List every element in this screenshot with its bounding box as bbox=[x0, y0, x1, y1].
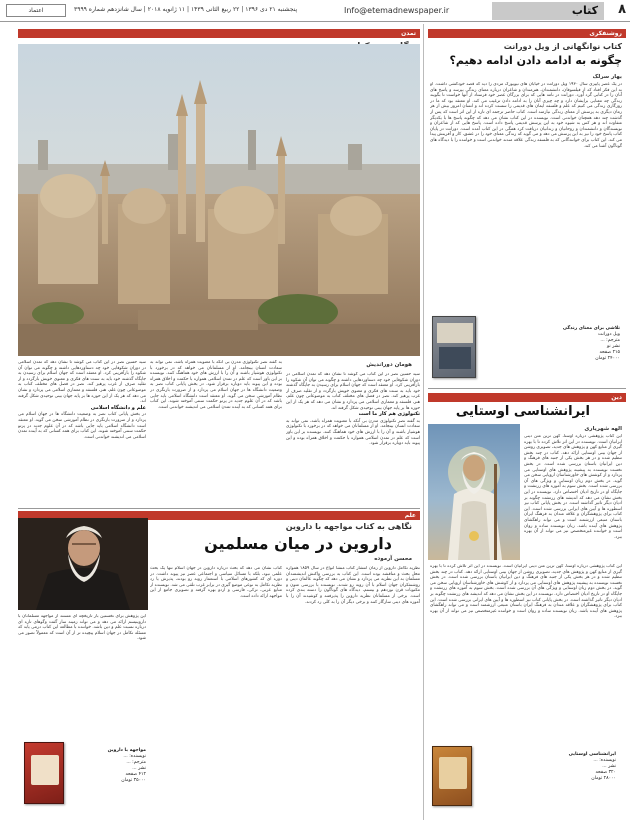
book-price: ۲۴۰۰۰ تومان bbox=[595, 356, 620, 361]
right-kicker: کتاب نوانگهانی از ویل دورانت bbox=[503, 42, 622, 51]
email-link[interactable]: Info@etemadnewspaper.ir bbox=[344, 6, 450, 15]
zoroaster-painting bbox=[428, 424, 520, 560]
section-divider bbox=[18, 508, 420, 509]
book-pages: ۲۱۵ صفحه bbox=[599, 350, 620, 355]
book-caption-iran bbox=[476, 752, 616, 782]
top-byline: هومان دوراندیش bbox=[366, 362, 412, 368]
book-publisher: نشر ... bbox=[132, 766, 146, 771]
book-caption-meaning bbox=[480, 326, 620, 362]
top-subhead-tech: تکنولوژی هم کار ما است bbox=[358, 411, 420, 418]
bottom-body-c: این پژوهش برای نخستین بار تاریخچه ای مستند از مواجهه مسلمانان با داروینیسم ارائه می دهد و می تواند زمینه ساز گفت وگوهای تازه ای درباره نسبت علم و دین باشد. خواننده با مطالعه این کتاب درمی یابد که مسئله تکامل در جهان اسلام پیچیده تر از آن است که معمولاً تصور می شود. bbox=[18, 614, 146, 642]
book-caption-darwin bbox=[68, 748, 146, 784]
iran-tag: دین bbox=[428, 393, 626, 402]
top-body-a: سید حسین نصر در این کتاب می کوشد تا نشان دهد که تمدن اسلامی در دوران شکوفایی خود چه دستاوردهایی داشته و چگونه می توان آن شکوه را بازآفرینی کرد. او معتقد است که جهان اسلام برای رسیدن به جایگاه گذشته خود باید به سنت های فکری و معنوی خویش بازگردد و از تقلید صرف از غرب پرهیز کند. نصر در فصل های مختلف کتاب به موضوعاتی چون علم، هنر، فلسفه و معماری اسلامی می پردازد و نشان می دهد که هر یک از این حوزه ها بر پایه جهان بینی توحیدی شکل گرفته اند. bbox=[286, 372, 420, 411]
right-headline: چگونه به ادامه دادن ادامه دهیم؟ bbox=[449, 54, 622, 67]
bottom-byline: محسن آرموده bbox=[374, 556, 412, 562]
iran-body: این کتاب پژوهشی درباره اوستا، کهن ترین متن دینی ایرانیان است. نویسنده در این اثر تلاش کرده تا با بهره گیری از منابع کهن و پژوهش های جدید، تصویری روشن از جهان بینی اوستایی ارائه دهد. کتاب در چند بخش تنظیم شده و در هر بخش یکی از جنبه های فرهنگ و دین ایرانیان باستان بررسی شده است. در بخش نخست نویسنده به پیشینه پژوهش های اوستایی می پردازد و از کوشش های خاورشناسان اروپایی سخن می گوید. در بخش دوم زبان اوستایی و ویژگی های آن بررسی شده است. بخش سوم به آموزه های زرتشت و جایگاه او در تاریخ ادیان اختصاص دارد. نویسنده در این بخش نشان می دهد که اندیشه های زرتشت چگونه بر ادیان دیگر تاثیر گذاشته است. در بخش پایانی کتاب نیز اسطوره ها و آیین های ایرانی بررسی شده است. این کتاب برای پژوهشگران و علاقه مندان به فرهنگ ایران باستان منبعی ارزشمند است و می تواند راهگشای پژوهش های آینده باشد. زبان نویسنده ساده و روان است و خواننده غیرمتخصص نیز می تواند از آن بهره ببرد. bbox=[524, 434, 622, 540]
top-body-b: به گفته نصر تکنولوژی مدرن بی آنکه با معنویت همراه باشد، نمی تواند به سعادت انسان بینجامد. او از مسلمانان می خواهد که در برخورد با تکنولوژی هوشیار باشند و آن را با ارزش های خود هماهنگ کنند. نویسنده بر این باور است که علم در تمدن اسلامی همواره با حکمت و اخلاق همراه بوده و این پیوند باید دوباره برقرار شود. bbox=[286, 418, 420, 447]
right-body: در یک عصر پاییزی سال ۱۹۳۰ ویل دورانت در خیابان های نیویورک مردی را دید که قصد خودکشی داشت. او به این فکر افتاد که از فیلسوفان، دانشمندان، هنرمندان و شاعران درباره معنای زندگی بپرسد و پاسخ های آنان را در کتابی گرد آورد. دورانت در نامه هایی که برای بزرگان عصر خود فرستاد از آنها خواست تا بگویند زندگی چه معنایی برایشان دارد و چه چیزی آنان را به ادامه دادن ترغیب می کند. او معتقد بود که ما در روزگاری زندگی می کنیم که علم و فلسفه ایمان های قدیمی را سست کرده اند و انسان امروز بیش از هر زمان دیگری به پرسش از معنای زندگی نیازمند است. کتاب حاضر ترجمه ای تازه از این اثر است که پس از گذشت چند دهه همچنان خواندنی است. نویسنده در این کتاب نشان می دهد که چگونه پاسخ ها با یکدیگر متفاوت اند و هر کس به شیوه خود به این پرسش قدیمی پاسخ داده است. پاسخ هایی که از شاعران و نویسندگان و دانشمندان و روحانیان و زندانیان دریافت کرد همگی در این کتاب آمده است. دورانت در پایان کتاب پاسخ خود را نیز به این پرسش می دهد و می گوید که زندگی معنای خود را در عشق، کار و آفرینش پیدا می کند. این کتاب برای خوانندگانی که به فلسفه زندگی علاقه مندند خواندنی است و خواننده را با دیدگاه های گوناگون آشنا می کند. bbox=[430, 82, 622, 149]
bottom-body-middle: کتاب نشان می دهد که بحث درباره داروین در جهان اسلام تنها یک بحث علمی نبود، بلکه با مسائل سیاسی و اجتماعی عصر نیز پیوند داشت. در دوره ای که کشورهای اسلامی با استعمار روبه رو بودند، پذیرش یا رد نظریه تکامل به نوعی موضع گیری در برابر غرب تلقی می شد. نویسنده از منابع عربی، ترکی، فارسی و اردو بهره گرفته و تصویری جامع از این مواجهه ارائه داده است. bbox=[150, 566, 282, 599]
right-byline: بهار سرلک bbox=[592, 74, 622, 80]
date-line: پنجشنبه ۲۱ دی ۱۳۹۶ | ۲۲ ربیع الثانی ۱۴۳۹ | ۱۱ ژانویه ۲۰۱۸ | سال شانزدهم شماره ۳۹۹۹ bbox=[74, 6, 298, 13]
iran-body-continued: این کتاب پژوهشی درباره اوستا، کهن ترین متن دینی ایرانیان است. نویسنده در این اثر تلاش کرده تا با بهره گیری از منابع کهن و پژوهش های جدید، تصویری روشن از جهان بینی اوستایی ارائه دهد. کتاب در چند بخش تنظیم شده و در هر بخش یکی از جنبه های فرهنگ و دین ایرانیان باستان بررسی شده است. در بخش نخست نویسنده به پیشینه پژوهش های اوستایی می پردازد و از کوشش های خاورشناسان اروپایی سخن می گوید. در بخش دوم زبان اوستایی و ویژگی های آن بررسی شده است. بخش سوم به آموزه های زرتشت و جایگاه او در تاریخ ادیان اختصاص دارد. نویسنده در این بخش نشان می دهد که اندیشه های زرتشت چگونه بر ادیان دیگر تاثیر گذاشته است. در بخش پایانی کتاب نیز اسطوره ها و آیین های ایرانی بررسی شده است. این کتاب برای پژوهشگران و علاقه مندان به فرهنگ ایران باستان منبعی ارزشمند است و می تواند راهگشای پژوهش های آینده باشد. زبان نویسنده ساده و روان است و خواننده غیرمتخصص نیز می تواند از آن بهره ببرد. bbox=[430, 564, 622, 620]
book-author: نویسنده: ... bbox=[593, 758, 616, 763]
book-author: ویل دورانت bbox=[598, 332, 620, 337]
top-body-col3 bbox=[18, 360, 146, 504]
iran-byline: الهه شهریاری bbox=[584, 426, 622, 432]
book-price: ۳۵۰۰۰ تومان bbox=[121, 778, 146, 783]
book-translator: مترجم: ... bbox=[126, 760, 146, 765]
book-publisher: نشر نو bbox=[606, 344, 620, 349]
right-tag: روشنفکری bbox=[428, 29, 626, 38]
bottom-body-left bbox=[18, 614, 146, 734]
bottom-body-right: نظریه تکامل داروین از زمان انتشار کتاب منشأ انواع در سال ۱۸۵۹ همواره محل بحث و مناقشه بوده است. این کتاب به بررسی واکنش اندیشمندان مسلمان به این نظریه می پردازد و نشان می دهد که چگونه عالمان دینی و روشنفکران جهان اسلام با آن روبه رو شدند. نویسنده با بررسی متون و مکتوبات قرن نوزدهم و بیستم، دیدگاه های گوناگون را دسته بندی کرده است. برخی از مسلمانان نظریه داروین را پذیرفتند و کوشیدند آن را با آموزه های دینی سازگار کنند و برخی دیگر آن را به کلی رد کردند. bbox=[286, 566, 420, 605]
book-publisher: نشر ... bbox=[602, 764, 616, 769]
cairo-mosques-photo bbox=[18, 44, 420, 356]
book-title: مواجهه با داروین bbox=[107, 748, 146, 753]
section-title: کتاب bbox=[492, 2, 604, 20]
book-title: تلاشی برای معنای زندگی bbox=[562, 326, 620, 331]
top-body-col1 bbox=[286, 372, 420, 504]
bottom-headline: داروین در میان مسلمین bbox=[204, 534, 392, 553]
bottom-tag: علم bbox=[18, 511, 420, 520]
book-cover-iran bbox=[432, 746, 472, 806]
top-body-a3: سید حسین نصر در این کتاب می کوشد تا نشان دهد که تمدن اسلامی در دوران شکوفایی خود چه دستاوردهایی داشته و چگونه می توان آن شکوه را بازآفرینی کرد. او معتقد است که جهان اسلام برای رسیدن به جایگاه گذشته خود باید به سنت های فکری و معنوی خویش بازگردد و از تقلید صرف از غرب پرهیز کند. نصر در فصل های مختلف کتاب به موضوعاتی چون علم، هنر، فلسفه و معماری اسلامی می پردازد و نشان می دهد که هر یک از این حوزه ها بر پایه جهان بینی توحیدی شکل گرفته اند. bbox=[18, 360, 146, 405]
section-divider bbox=[428, 388, 626, 389]
bottom-kicker: نگاهی به کتاب مواجهه با داروین bbox=[285, 522, 412, 531]
darwin-portrait bbox=[18, 518, 148, 610]
book-pages: ۴۱۲ صفحه bbox=[125, 772, 146, 777]
top-body-c3: در بخش پایانی کتاب نصر به وضعیت دانشگاه ها در جهان اسلام می پردازد و از ضرورت بازنگری در نظام آموزشی سخن می گوید. او معتقد است دانشگاه اسلامی باید جایی باشد که در آن علوم جدید در پرتو حکمت سنتی آموخته شوند. این کتاب برای همه کسانی که به آینده تمدن اسلامی می اندیشند خواندنی است. bbox=[18, 412, 146, 440]
masthead bbox=[0, 0, 630, 22]
book-title: ایرانشناسی اوستایی bbox=[568, 752, 616, 757]
top-body-c2: در بخش پایانی کتاب نصر به وضعیت دانشگاه ها در جهان اسلام می پردازد و از ضرورت بازنگری در نظام آموزشی سخن می گوید. او معتقد است دانشگاه اسلامی باید جایی باشد که در آن علوم جدید در پرتو حکمت سنتی آموخته شوند. این کتاب برای همه کسانی که به آینده تمدن اسلامی می اندیشند خواندنی است. bbox=[150, 382, 282, 410]
book-cover-meaning bbox=[432, 316, 476, 378]
top-tag: تمدن bbox=[18, 29, 420, 38]
book-author: نویسنده: ... bbox=[123, 754, 146, 759]
top-body-col2 bbox=[150, 360, 282, 504]
page-number: ۸ bbox=[618, 2, 626, 17]
book-cover-darwin bbox=[24, 742, 64, 804]
newspaper-logo: اعتماد bbox=[6, 4, 66, 17]
book-price: ۲۸۰۰۰ تومان bbox=[591, 776, 616, 781]
book-translator: مترجم: ... bbox=[600, 338, 620, 343]
top-body-b2: به گفته نصر تکنولوژی مدرن بی آنکه با معنویت همراه باشد، نمی تواند به سعادت انسان بینجامد. او از مسلمانان می خواهد که در برخورد با تکنولوژی هوشیار باشند و آن را با ارزش های خود هماهنگ کنند. نویسنده بر این باور است که علم در تمدن اسلامی همواره با حکمت و اخلاق همراه بوده و این پیوند باید دوباره برقرار شود. bbox=[150, 360, 282, 388]
iran-headline: ایرانشناسی اوستایی bbox=[455, 404, 590, 419]
column-rule bbox=[423, 24, 424, 820]
book-pages: ۳۲۰ صفحه bbox=[595, 770, 616, 775]
top-subhead-uni: علم و دانشگاه اسلامی bbox=[90, 404, 146, 411]
